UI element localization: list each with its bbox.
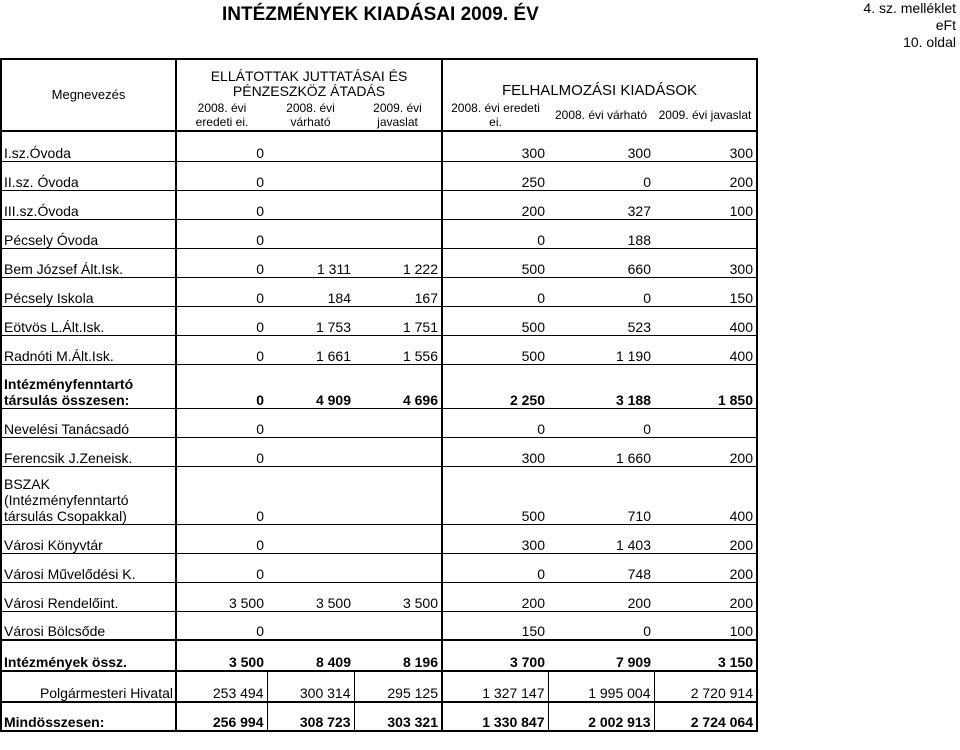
cell-col-2008-original-benefits: 0 xyxy=(176,248,267,277)
cell-col-2008-original-benefits: 0 xyxy=(176,364,267,408)
cell-col-2008-original-investments: 200 xyxy=(442,582,548,611)
cell-col-2008-expected-benefits: 1 661 xyxy=(267,335,354,364)
cell-col-2009-proposal-investments: 200 xyxy=(654,524,757,553)
column-header-name: Megnevezés xyxy=(1,59,176,131)
cell-col-2009-proposal-benefits xyxy=(354,611,442,640)
cell-col-2008-original-benefits: 0 xyxy=(176,277,267,306)
row-label: Pécsely Óvoda xyxy=(1,219,176,248)
cell-col-2008-expected-benefits xyxy=(267,524,354,553)
table-row xyxy=(1,277,757,306)
row-label: Nevelési Tanácsadó xyxy=(1,408,176,437)
cell-col-2008-expected-benefits xyxy=(267,466,354,524)
cell-col-2008-expected-investments: 1 190 xyxy=(548,335,654,364)
cell-col-2008-original-investments: 300 xyxy=(442,437,548,466)
cell-col-2008-original-benefits: 0 xyxy=(176,611,267,640)
row-label: III.sz.Óvoda xyxy=(1,190,176,219)
cell-col-2009-proposal-investments: 200 xyxy=(654,553,757,582)
cell-col-2008-original-investments: 0 xyxy=(442,219,548,248)
cell-col-2009-proposal-benefits: 3 500 xyxy=(354,582,442,611)
cell-col-2008-expected-benefits: 300 314 xyxy=(267,671,354,702)
row-label: Városi Művelődési K. xyxy=(1,553,176,582)
cell-col-2008-expected-investments: 1 995 004 xyxy=(548,671,654,702)
cell-col-2009-proposal-benefits xyxy=(354,131,442,161)
cell-col-2009-proposal-benefits xyxy=(354,161,442,190)
cell-col-2008-expected-investments: 0 xyxy=(548,277,654,306)
cell-col-2008-expected-investments: 710 xyxy=(548,466,654,524)
row-label: Polgármesteri Hivatal xyxy=(1,671,176,702)
cell-col-2008-original-investments: 500 xyxy=(442,466,548,524)
cell-col-2008-expected-benefits xyxy=(267,408,354,437)
cell-col-2008-expected-investments: 1 403 xyxy=(548,524,654,553)
cell-col-2008-original-investments: 0 xyxy=(442,277,548,306)
row-label: Intézményfenntartó társulás összesen: xyxy=(1,364,176,408)
cell-col-2009-proposal-investments xyxy=(654,408,757,437)
cell-col-2008-original-investments: 300 xyxy=(442,131,548,161)
table-row xyxy=(1,671,757,702)
cell-col-2009-proposal-benefits: 167 xyxy=(354,277,442,306)
table-row xyxy=(1,408,757,437)
row-label: I.sz.Óvoda xyxy=(1,131,176,161)
cell-col-2009-proposal-investments xyxy=(654,219,757,248)
cell-col-2008-original-investments: 150 xyxy=(442,611,548,640)
cell-col-2008-original-benefits: 0 xyxy=(176,466,267,524)
cell-col-2008-original-benefits: 256 994 xyxy=(176,702,267,731)
cell-col-2008-original-investments: 0 xyxy=(442,408,548,437)
column-header-2009-proposal-1: 2009. évi javaslat xyxy=(354,99,442,131)
cell-col-2008-original-benefits: 3 500 xyxy=(176,582,267,611)
cell-col-2009-proposal-benefits: 1 556 xyxy=(354,335,442,364)
cell-col-2009-proposal-benefits xyxy=(354,524,442,553)
table-row xyxy=(1,582,757,611)
annex-number: 4. sz. melléklet xyxy=(863,0,956,16)
row-label: Ferencsik J.Zeneisk. xyxy=(1,437,176,466)
cell-col-2008-expected-benefits xyxy=(267,161,354,190)
cell-col-2009-proposal-benefits: 303 321 xyxy=(354,702,442,731)
cell-col-2008-expected-investments: 660 xyxy=(548,248,654,277)
row-label: Bem József Ált.Isk. xyxy=(1,248,176,277)
cell-col-2009-proposal-investments: 100 xyxy=(654,611,757,640)
cell-col-2008-expected-investments: 0 xyxy=(548,161,654,190)
cell-col-2008-expected-benefits: 308 723 xyxy=(267,702,354,731)
row-label: BSZAK (Intézményfenntartó társulás Csopakkal) xyxy=(1,466,176,524)
cell-col-2008-original-benefits: 0 xyxy=(176,306,267,335)
column-header-2008-original-1: 2008. évi eredeti ei. xyxy=(176,99,267,131)
cell-col-2008-expected-investments: 188 xyxy=(548,219,654,248)
row-label: II.sz. Óvoda xyxy=(1,161,176,190)
cell-col-2008-expected-investments: 327 xyxy=(548,190,654,219)
cell-col-2009-proposal-investments: 400 xyxy=(654,466,757,524)
row-label: Pécsely Iskola xyxy=(1,277,176,306)
row-label: Városi Bölcsőde xyxy=(1,611,176,640)
cell-col-2009-proposal-investments: 3 150 xyxy=(654,640,757,671)
table-row xyxy=(1,437,757,466)
cell-col-2008-expected-benefits xyxy=(267,219,354,248)
cell-col-2008-original-investments: 1 330 847 xyxy=(442,702,548,731)
cell-col-2008-expected-investments: 3 188 xyxy=(548,364,654,408)
table-row xyxy=(1,553,757,582)
cell-col-2009-proposal-investments: 300 xyxy=(654,248,757,277)
cell-col-2008-expected-investments: 0 xyxy=(548,408,654,437)
column-header-2008-expected-2: 2008. évi várható xyxy=(548,99,654,131)
cell-col-2008-expected-investments: 200 xyxy=(548,582,654,611)
cell-col-2008-original-benefits: 0 xyxy=(176,408,267,437)
cell-col-2008-original-benefits: 0 xyxy=(176,190,267,219)
cell-col-2009-proposal-investments: 200 xyxy=(654,582,757,611)
cell-col-2008-expected-benefits xyxy=(267,611,354,640)
cell-col-2008-original-benefits: 3 500 xyxy=(176,640,267,671)
cell-col-2008-expected-investments: 523 xyxy=(548,306,654,335)
table-row xyxy=(1,306,757,335)
column-header-2008-expected-1: 2008. évi várható xyxy=(267,99,354,131)
cell-col-2009-proposal-investments: 400 xyxy=(654,335,757,364)
cell-col-2008-expected-benefits xyxy=(267,437,354,466)
table-row xyxy=(1,190,757,219)
row-label: Mindösszesen: xyxy=(1,702,176,731)
cell-col-2008-expected-benefits: 1 753 xyxy=(267,306,354,335)
cell-col-2008-expected-investments: 2 002 913 xyxy=(548,702,654,731)
table-row xyxy=(1,161,757,190)
table-row xyxy=(1,702,757,731)
row-label: Városi Rendelőint. xyxy=(1,582,176,611)
column-header-2009-proposal-2: 2009. évi javaslat xyxy=(654,99,757,131)
cell-col-2008-original-investments: 250 xyxy=(442,161,548,190)
cell-col-2009-proposal-benefits: 1 222 xyxy=(354,248,442,277)
row-label: Eötvös L.Ált.Isk. xyxy=(1,306,176,335)
cell-col-2009-proposal-investments: 200 xyxy=(654,161,757,190)
cell-col-2008-expected-investments: 7 909 xyxy=(548,640,654,671)
row-label: Radnóti M.Ált.Isk. xyxy=(1,335,176,364)
cell-col-2009-proposal-benefits xyxy=(354,190,442,219)
cell-col-2008-original-investments: 200 xyxy=(442,190,548,219)
group-header-investments: FELHALMOZÁSI KIADÁSOK xyxy=(442,59,757,99)
cell-col-2008-expected-benefits: 4 909 xyxy=(267,364,354,408)
cell-col-2009-proposal-investments: 200 xyxy=(654,437,757,466)
cell-col-2009-proposal-investments: 2 724 064 xyxy=(654,702,757,731)
cell-col-2009-proposal-benefits: 1 751 xyxy=(354,306,442,335)
table-row xyxy=(1,131,757,161)
cell-col-2008-original-investments: 300 xyxy=(442,524,548,553)
cell-col-2008-original-investments: 500 xyxy=(442,306,548,335)
row-label: Városi Könyvtár xyxy=(1,524,176,553)
cell-col-2008-original-investments: 3 700 xyxy=(442,640,548,671)
cell-col-2009-proposal-investments: 150 xyxy=(654,277,757,306)
table-row xyxy=(1,364,757,408)
cell-col-2008-expected-benefits: 184 xyxy=(267,277,354,306)
cell-col-2008-original-benefits: 0 xyxy=(176,437,267,466)
cell-col-2008-original-investments: 0 xyxy=(442,553,548,582)
cell-col-2008-expected-benefits: 3 500 xyxy=(267,582,354,611)
cell-col-2009-proposal-investments: 300 xyxy=(654,131,757,161)
cell-col-2009-proposal-benefits: 8 196 xyxy=(354,640,442,671)
cell-col-2008-original-benefits: 0 xyxy=(176,161,267,190)
cell-col-2008-expected-benefits xyxy=(267,553,354,582)
column-header-2008-original-2: 2008. évi eredeti ei. xyxy=(442,99,548,131)
page-title: INTÉZMÉNYEK KIADÁSAI 2009. ÉV xyxy=(222,4,539,25)
table-row xyxy=(1,611,757,640)
cell-col-2008-expected-benefits: 1 311 xyxy=(267,248,354,277)
cell-col-2009-proposal-investments: 100 xyxy=(654,190,757,219)
cell-col-2009-proposal-benefits xyxy=(354,553,442,582)
cell-col-2008-original-investments: 1 327 147 xyxy=(442,671,548,702)
table-row xyxy=(1,219,757,248)
cell-col-2009-proposal-investments: 1 850 xyxy=(654,364,757,408)
cell-col-2009-proposal-benefits xyxy=(354,437,442,466)
cell-col-2008-expected-investments: 748 xyxy=(548,553,654,582)
cell-col-2008-original-benefits: 0 xyxy=(176,524,267,553)
row-label: Intézmények össz. xyxy=(1,640,176,671)
cell-col-2008-expected-benefits xyxy=(267,131,354,161)
cell-col-2009-proposal-benefits xyxy=(354,466,442,524)
cell-col-2008-expected-investments: 300 xyxy=(548,131,654,161)
cell-col-2009-proposal-benefits: 4 696 xyxy=(354,364,442,408)
group-header-benefits: ELLÁTOTTAK JUTTATÁSAI ÉS PÉNZESZKÖZ ÁTADÁS xyxy=(176,59,442,99)
table-row xyxy=(1,248,757,277)
reference-block xyxy=(863,0,956,51)
cell-col-2009-proposal-investments: 2 720 914 xyxy=(654,671,757,702)
unit-label: eFt xyxy=(935,17,956,33)
cell-col-2008-original-investments: 2 250 xyxy=(442,364,548,408)
cell-col-2009-proposal-investments: 400 xyxy=(654,306,757,335)
cell-col-2008-original-benefits: 0 xyxy=(176,553,267,582)
cell-col-2008-expected-investments: 1 660 xyxy=(548,437,654,466)
cell-col-2008-original-benefits: 253 494 xyxy=(176,671,267,702)
table-row xyxy=(1,466,757,524)
cell-col-2008-original-benefits: 0 xyxy=(176,131,267,161)
table-row xyxy=(1,524,757,553)
cell-col-2008-expected-investments: 0 xyxy=(548,611,654,640)
cell-col-2008-original-benefits: 0 xyxy=(176,219,267,248)
cell-col-2008-original-benefits: 0 xyxy=(176,335,267,364)
expenses-table xyxy=(0,58,758,732)
cell-col-2008-expected-benefits: 8 409 xyxy=(267,640,354,671)
page-number: 10. oldal xyxy=(903,34,956,50)
table-row xyxy=(1,335,757,364)
cell-col-2009-proposal-benefits: 295 125 xyxy=(354,671,442,702)
cell-col-2008-expected-benefits xyxy=(267,190,354,219)
cell-col-2009-proposal-benefits xyxy=(354,408,442,437)
cell-col-2008-original-investments: 500 xyxy=(442,248,548,277)
cell-col-2008-original-investments: 500 xyxy=(442,335,548,364)
cell-col-2009-proposal-benefits xyxy=(354,219,442,248)
table-row xyxy=(1,640,757,671)
